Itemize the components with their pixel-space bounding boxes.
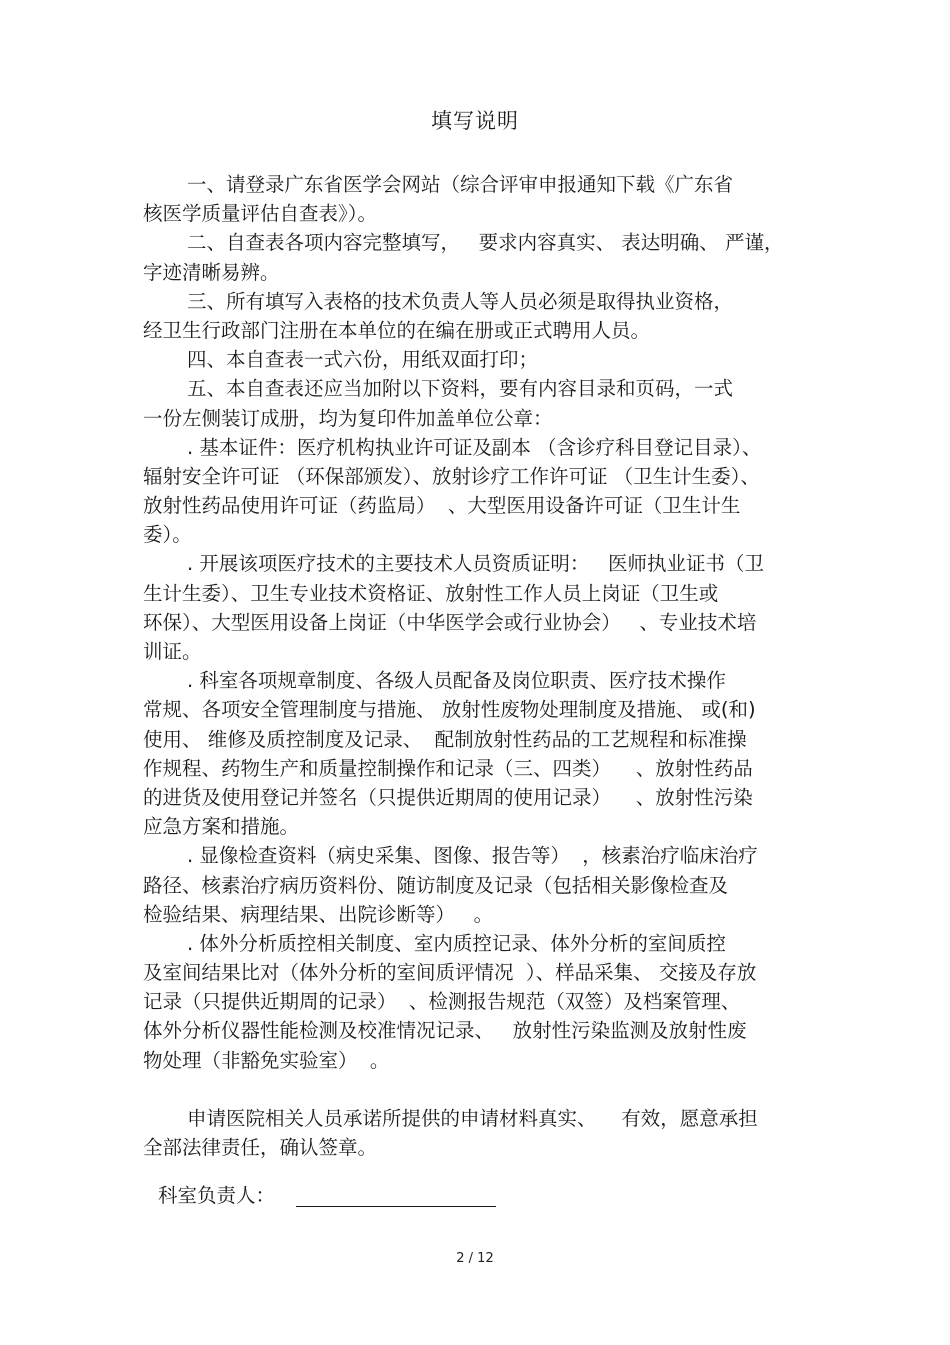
text-line: 核医学质量评估自查表》）。 bbox=[143, 202, 378, 226]
text-line: 申请医院相关人员承诺所提供的申请材料真实、 有效，愿意承担 bbox=[187, 1107, 758, 1130]
signature-label: 科室负责人： bbox=[158, 1184, 276, 1207]
text-line: 作规程、药物生产和质量控制操作和记录（三、四类） 、放射性药品 bbox=[143, 756, 753, 780]
document-title: 填写说明 bbox=[431, 109, 519, 133]
text-line: 放射性药品使用许可证（药监局） 、大型医用设备许可证（卫生计生 bbox=[143, 494, 741, 518]
blank-line bbox=[143, 1075, 813, 1104]
text-line: 二、自查表各项内容完整填写， 要求内容真实、 表达明确、 严谨， bbox=[187, 231, 784, 255]
text-line: 及室间结果比对（体外分析的室间质评情况 ）、样品采集、 交接及存放 bbox=[143, 961, 757, 985]
text-line: 全部法律责任，确认签章。 bbox=[143, 1136, 378, 1160]
text-line: . 开展该项医疗技术的主要技术人员资质证明： 医师执业证书（卫 bbox=[187, 552, 764, 576]
text-line: 常规、各项安全管理制度与措施、 放射性废物处理制度及措施、 或(和) bbox=[143, 698, 756, 722]
text-line: 的进货及使用登记并签名（只提供近期周的使用记录） 、放射性污染 bbox=[143, 785, 753, 809]
text-line: 检验结果、病理结果、出院诊断等） 。 bbox=[143, 902, 494, 926]
instructions-body bbox=[143, 170, 813, 1162]
text-line: 三、所有填写入表格的技术负责人等人员必须是取得执业资格， bbox=[187, 289, 734, 313]
page-number: 2 / 12 bbox=[456, 1251, 494, 1266]
text-line: 委）。 bbox=[143, 523, 192, 547]
signature-line[interactable] bbox=[296, 1206, 496, 1207]
text-line: 训证。 bbox=[143, 640, 202, 663]
text-line: 路径、核素治疗病历资料份、随访制度及记录（包括相关影像检查及 bbox=[143, 873, 729, 897]
text-line: 生计生委）、卫生专业技术资格证、放射性工作人员上岗证（卫生或 bbox=[143, 581, 719, 605]
text-line: 记录（只提供近期周的记录） 、检测报告规范（双签）及档案管理、 bbox=[143, 990, 741, 1014]
text-line: 物处理（非豁免实验室） 。 bbox=[143, 1048, 390, 1072]
text-line: 一、请登录广东省医学会网站（综合评审申报通知下载《广东省 bbox=[187, 173, 734, 196]
text-line: . 科室各项规章制度、各级人员配备及岗位职责、医疗技术操作 bbox=[187, 669, 726, 693]
text-line: 一份左侧装订成册，均为复印件加盖单位公章： bbox=[143, 406, 553, 430]
text-line: 字迹清晰易辨。 bbox=[143, 260, 280, 284]
text-line: 应急方案和措施。 bbox=[143, 815, 300, 839]
text-line: 四、本自查表一式六份，用纸双面打印； bbox=[187, 348, 539, 372]
text-line: 体外分析仪器性能检测及校准情况记录、 放射性污染监测及放射性废 bbox=[143, 1019, 747, 1043]
text-line: 辐射安全许可证 （环保部颁发）、放射诊疗工作许可证 （卫生计生委）、 bbox=[143, 464, 760, 488]
text-line: 使用、 维修及质控制度及记录、 配制放射性药品的工艺规程和标准操 bbox=[143, 727, 747, 751]
text-line: 五、本自查表还应当加附以下资料，要有内容目录和页码，一式 bbox=[187, 377, 734, 401]
text-line: 经卫生行政部门注册在本单位的在编在册或正式聘用人员。 bbox=[143, 318, 651, 342]
text-line: . 显像检查资料（病史采集、图像、报告等） ，核素治疗临床治疗 bbox=[187, 844, 758, 868]
text-line: 环保）、大型医用设备上岗证（中华医学会或行业协会） 、专业技术培 bbox=[143, 610, 757, 634]
text-line: . 基本证件：医疗机构执业许可证及副本 （含诊疗科目登记目录）、 bbox=[187, 435, 762, 459]
text-line: . 体外分析质控相关制度、室内质控记录、体外分析的室间质控 bbox=[187, 931, 726, 955]
